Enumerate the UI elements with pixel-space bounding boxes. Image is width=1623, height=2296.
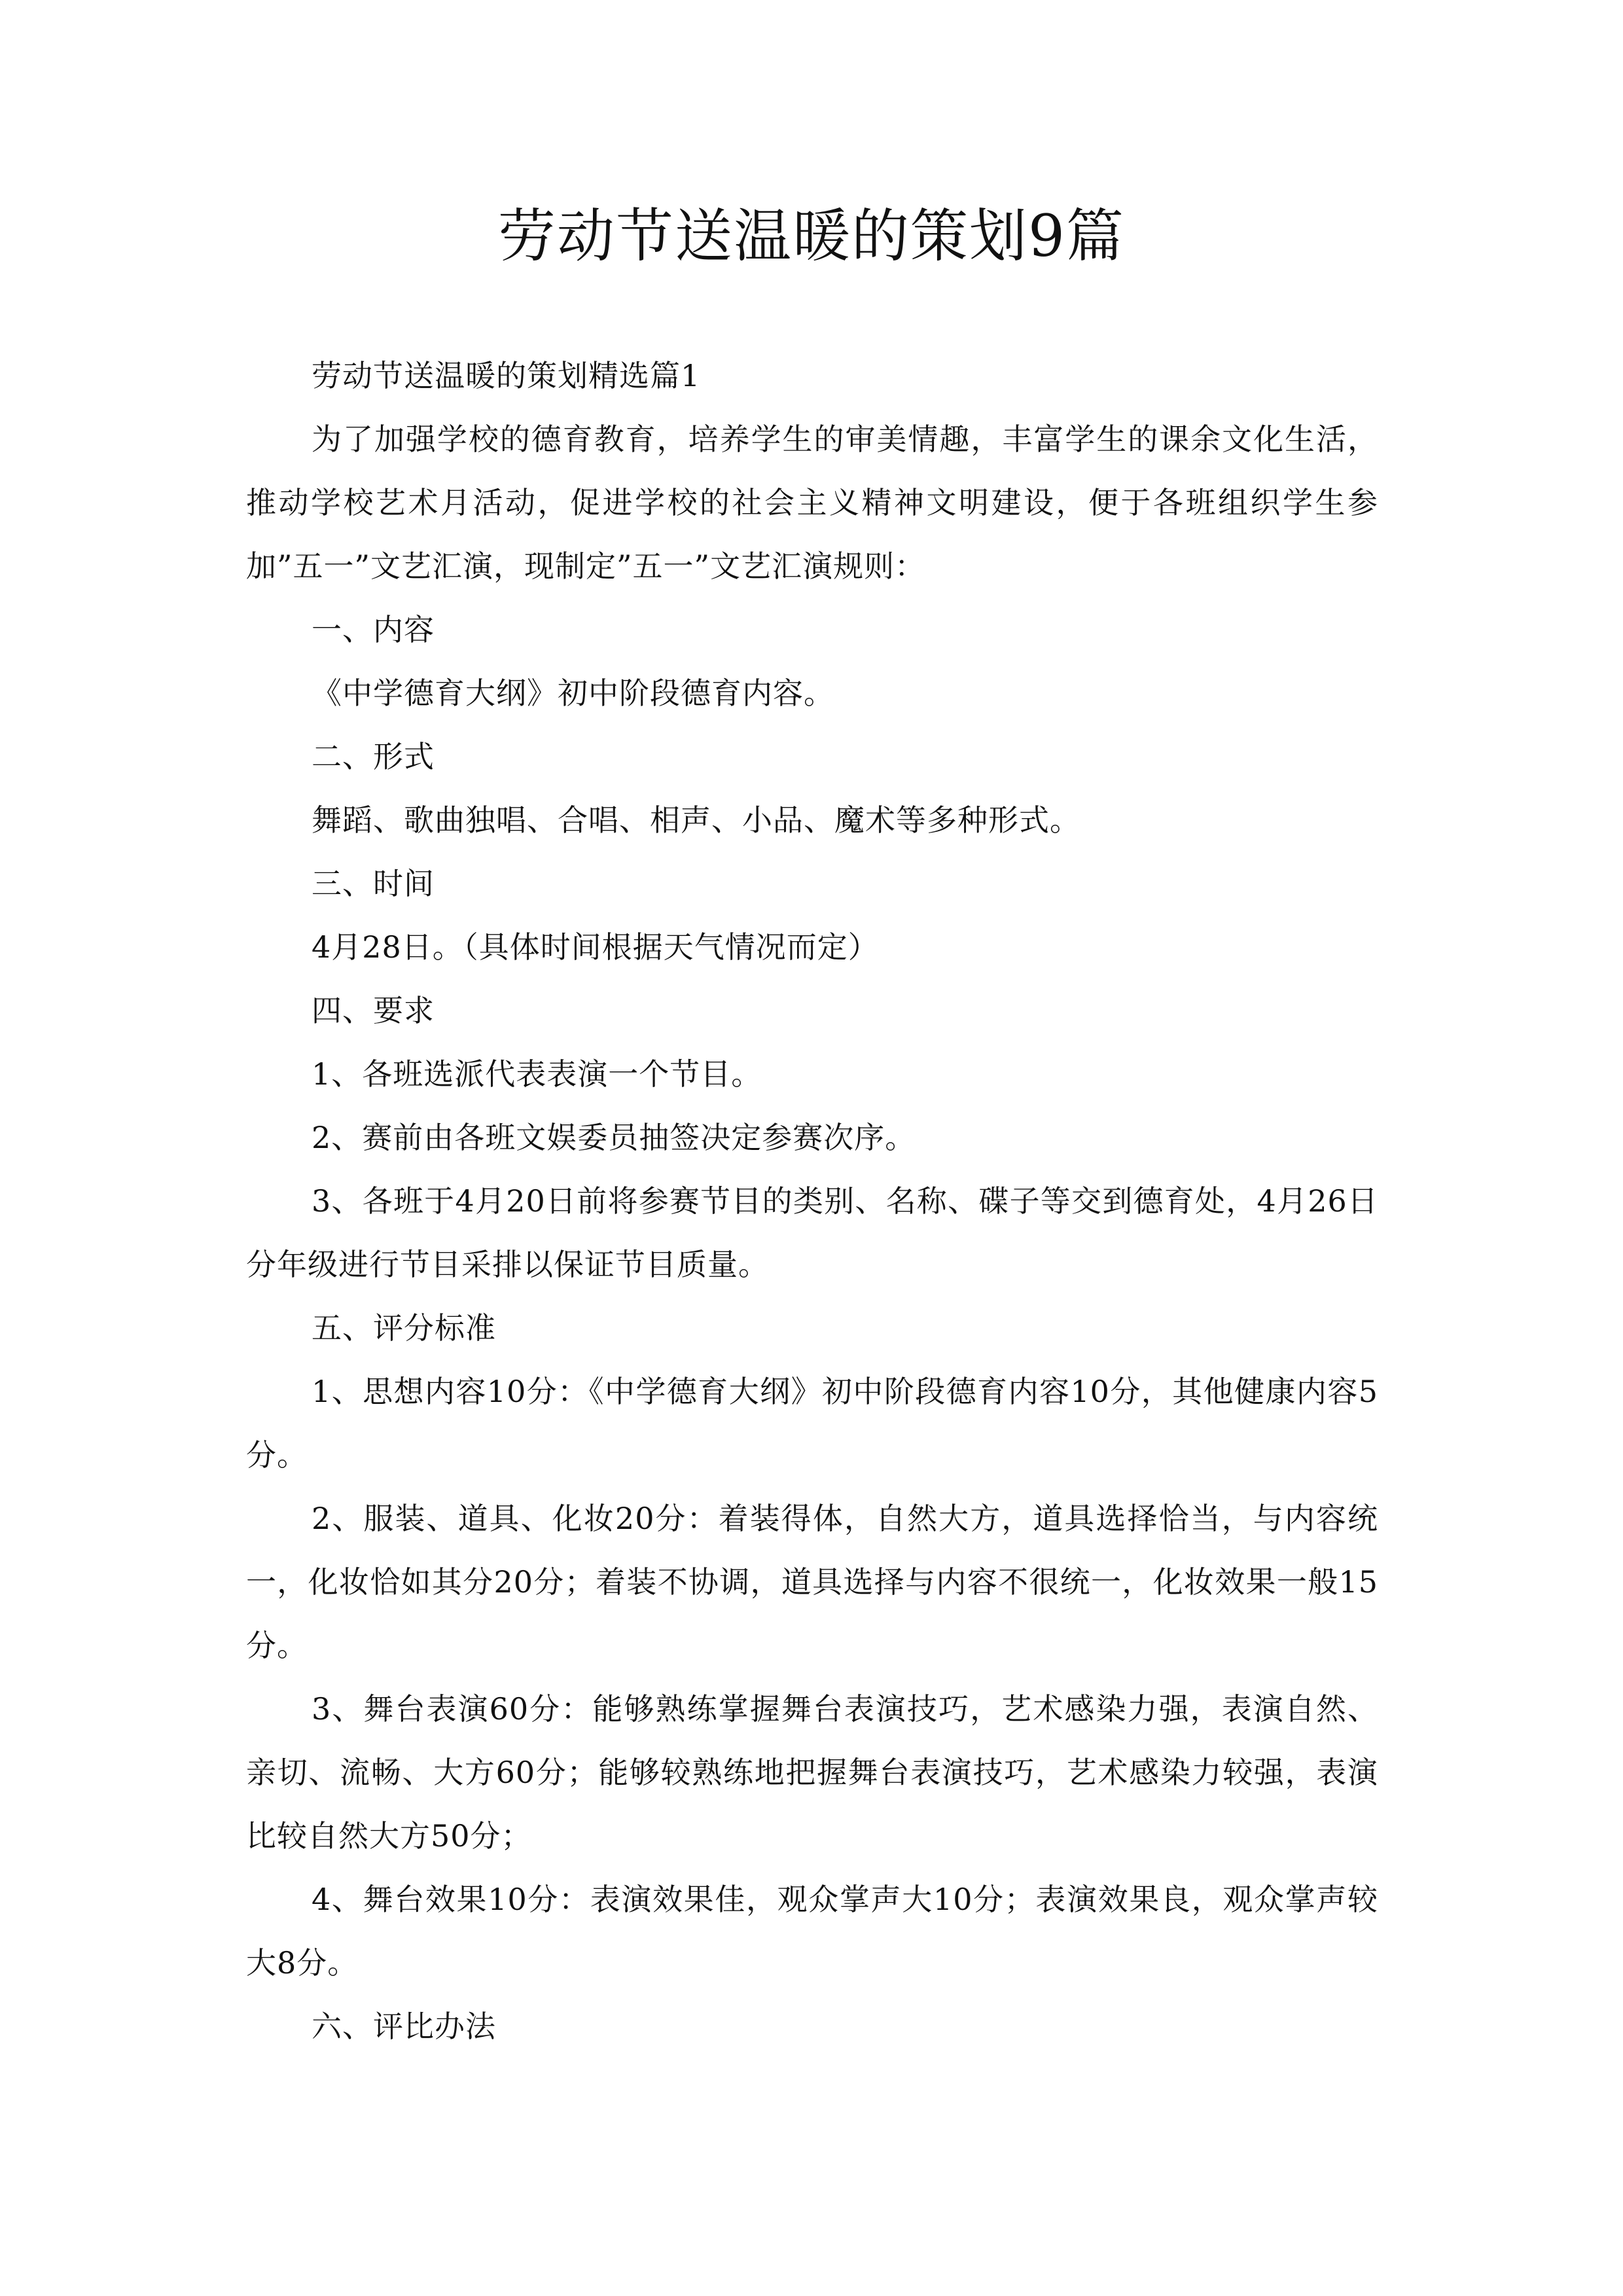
document-title: 劳动节送温暖的策划9篇 — [498, 202, 1125, 270]
list-item: 2、服装、道具、化妆20分：着装得体，自然大方，道具选择恰当，与内容统一，化妆恰如其分20分；着装不协调，道具选择与内容不很统一，化妆效果一般15分。 — [246, 1501, 1378, 1663]
paragraph: 4月28日。（具体时间根据天气情况而定） — [312, 929, 879, 965]
list-item: 3、各班于4月20日前将参赛节目的类别、名称、碟子等交到德育处，4月26日分年级进行节目采排以保证节目质量。 — [246, 1183, 1378, 1282]
paragraph: 《中学德育大纲》初中阶段德育内容。 — [312, 675, 834, 711]
list-item: 1、各班选派代表表演一个节目。 — [312, 1056, 762, 1092]
list-item: 1、思想内容10分：《中学德育大纲》初中阶段德育内容10分，其他健康内容5分。 — [246, 1374, 1378, 1473]
paragraph: 舞蹈、歌曲独唱、合唱、相声、小品、魔术等多种形式。 — [312, 802, 1080, 838]
list-item: 4、舞台效果10分：表演效果佳，观众掌声大10分；表演效果良，观众掌声较大8分。 — [246, 1882, 1378, 1981]
document-body — [246, 344, 1378, 2058]
list-item: 3、舞台表演60分：能够熟练掌握舞台表演技巧，艺术感染力强，表演自然、亲切、流畅、大方60分；能够较熟练地把握舞台表演技巧，艺术感染力较强，表演比较自然大方50分； — [246, 1691, 1378, 1854]
paragraph: 为了加强学校的德育教育，培养学生的审美情趣，丰富学生的课余文化生活，推动学校艺术月活动，促进学校的社会主义精神文明建设，便于各班组织学生参加”五一”文艺汇演，现制定”五一”文艺汇演规则： — [246, 422, 1378, 584]
section-heading: 四、要求 — [312, 993, 435, 1028]
section-heading: 六、评比办法 — [312, 2009, 496, 2044]
section-heading: 五、评分标准 — [312, 1310, 496, 1346]
section-heading: 三、时间 — [312, 866, 435, 901]
section-heading: 劳动节送温暖的策划精选篇1 — [312, 358, 701, 393]
section-heading: 二、形式 — [312, 739, 435, 774]
section-heading: 一、内容 — [312, 612, 435, 647]
list-item: 2、赛前由各班文娱委员抽签决定参赛次序。 — [312, 1120, 916, 1155]
